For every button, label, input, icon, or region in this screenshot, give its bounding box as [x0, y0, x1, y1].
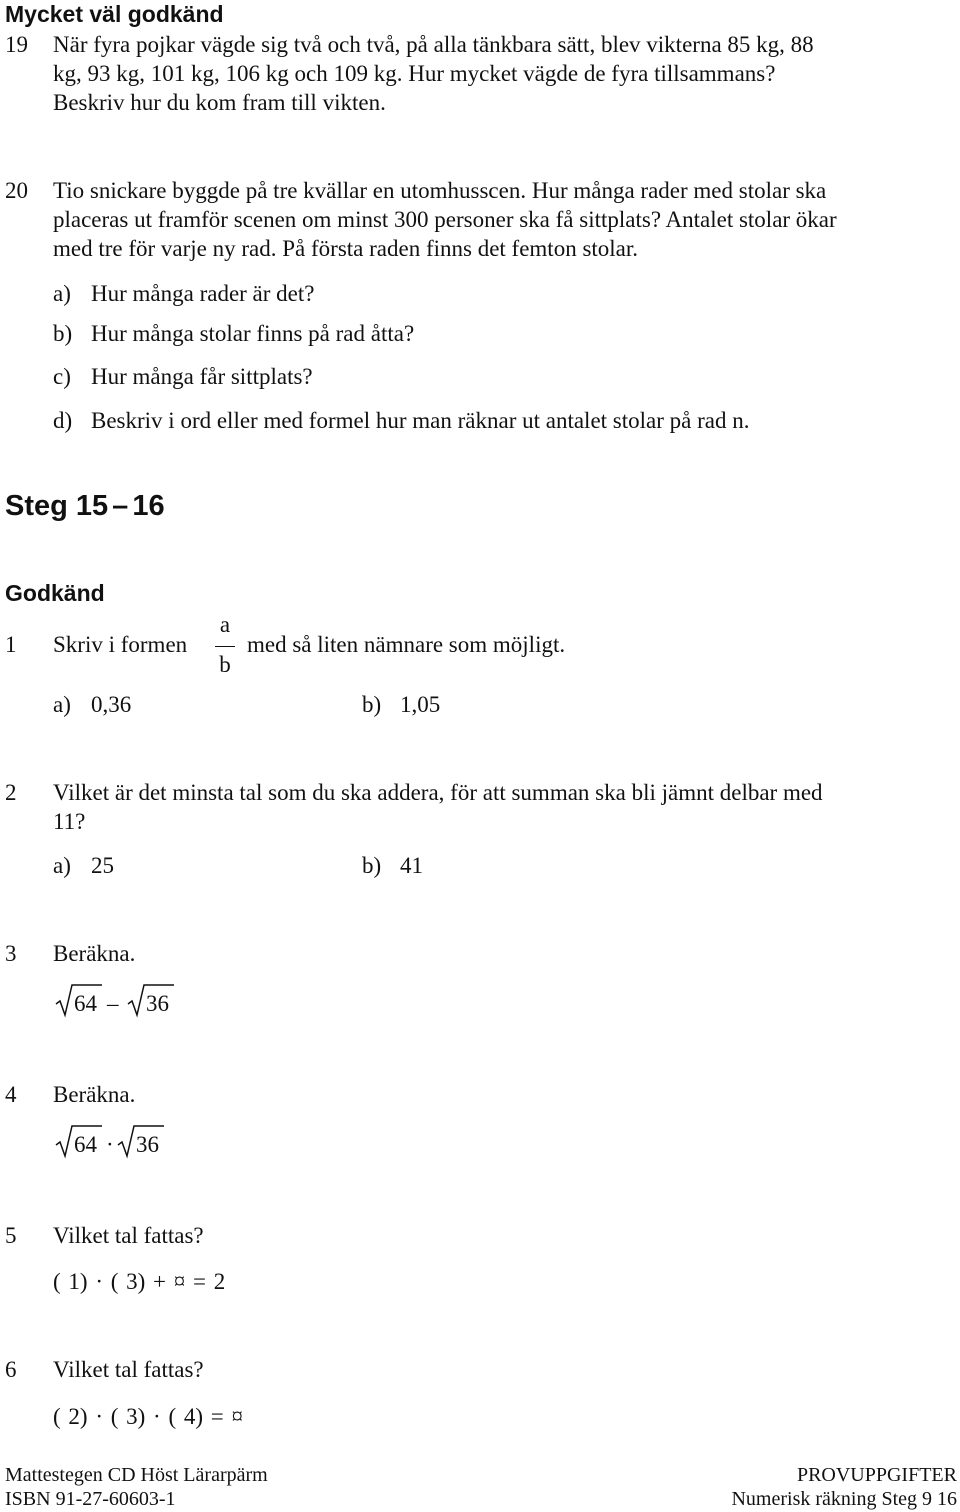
footer-right-line-1: PROVUPPGIFTER [796, 1464, 957, 1486]
q2-b-label: b) [362, 853, 382, 878]
q20-part-c-text: Hur många får sittplats? [91, 364, 313, 389]
q20-line-2: placeras ut framför scenen om minst 300 personer ska få sittplats? Antalet stolar ökar [53, 207, 837, 232]
q20-part-c-label: c) [53, 364, 71, 389]
q3-number: 3 [5, 941, 17, 966]
q20-part-a-label: a) [53, 281, 71, 306]
q1-a-value: 0,36 [91, 692, 132, 717]
q20-line-1: Tio snickare byggde på tre kvällar en utomhusscen. Hur många rader med stolar ska [53, 178, 827, 203]
q3-text: Beräkna. [53, 941, 136, 966]
footer-left-line-2: ISBN 91-27-60603-1 [5, 1488, 176, 1510]
q6-text: Vilket tal fattas? [53, 1357, 204, 1382]
q1-fraction-bar [215, 646, 235, 647]
section-heading: Mycket väl godkänd [5, 1, 224, 27]
q20-part-a-text: Hur många rader är det? [91, 281, 315, 306]
q20-part-d-label: d) [53, 408, 73, 433]
q1-fraction-denominator: b [219, 652, 231, 677]
q1-number: 1 [5, 632, 17, 657]
footer-left-line-1: Mattestegen CD Höst Lärarpärm [5, 1464, 268, 1486]
q3-operator: – [107, 991, 119, 1016]
q20-line-3: med tre för varje ny rad. På första raden finns det femton stolar. [53, 236, 639, 261]
q4-text: Beräkna. [53, 1082, 136, 1107]
q2-b-value: 41 [400, 853, 423, 878]
q1-text-before: Skriv i formen [53, 632, 188, 657]
q5-text: Vilket tal fattas? [53, 1223, 204, 1248]
q2-number: 2 [5, 780, 17, 805]
q19-line-3: Beskriv hur du kom fram till vikten. [53, 90, 386, 115]
q4-number: 4 [5, 1082, 17, 1107]
q4-radicand-2: 36 [136, 1132, 159, 1157]
q2-line-1: Vilket är det minsta tal som du ska addera, för att summan ska bli jämnt delbar med [53, 780, 823, 805]
q19-number: 19 [5, 32, 28, 57]
q19-line-2: kg, 93 kg, 101 kg, 106 kg och 109 kg. Hur mycket vägde de fyra tillsammans? [53, 61, 776, 86]
q20-number: 20 [5, 178, 28, 203]
q1-fraction-numerator: a [219, 612, 231, 637]
q5-expression: ( 1) · ( 3) + ¤ = 2 [53, 1269, 226, 1294]
q2-line-2: 11? [53, 809, 86, 834]
q3-radicand-2: 36 [146, 991, 169, 1016]
q4-operator: · [106, 1132, 114, 1157]
q20-part-b-label: b) [53, 321, 73, 346]
q2-a-label: a) [53, 853, 71, 878]
q19-line-1: När fyra pojkar vägde sig två och två, på alla tänkbara sätt, blev vikterna 85 kg, 88 [53, 32, 814, 57]
steg-heading [5, 492, 165, 521]
q1-text-after: med så liten nämnare som möjligt. [247, 632, 566, 657]
q3-radicand-1: 64 [74, 991, 97, 1016]
q1-a-label: a) [53, 692, 71, 717]
q6-number: 6 [5, 1357, 17, 1382]
q6-expression: ( 2) · ( 3) · ( 4) = ¤ [53, 1404, 243, 1429]
steg-heading-left: Steg 15 [5, 490, 109, 522]
q5-number: 5 [5, 1223, 17, 1248]
q20-part-b-text: Hur många stolar finns på rad åtta? [91, 321, 415, 346]
q1-b-label: b) [362, 692, 382, 717]
steg-heading-right: 16 [132, 490, 165, 522]
q20-part-d-text: Beskriv i ord eller med formel hur man räknar ut antalet stolar på rad n. [91, 408, 750, 433]
q4-radicand-1: 64 [74, 1132, 97, 1157]
steg-heading-dash: – [112, 490, 129, 522]
q2-a-value: 25 [91, 853, 114, 878]
q1-b-value: 1,05 [400, 692, 441, 717]
footer-right-line-2: Numerisk räkning Steg 9 16 [731, 1488, 957, 1510]
godkand-heading: Godkänd [5, 580, 105, 606]
